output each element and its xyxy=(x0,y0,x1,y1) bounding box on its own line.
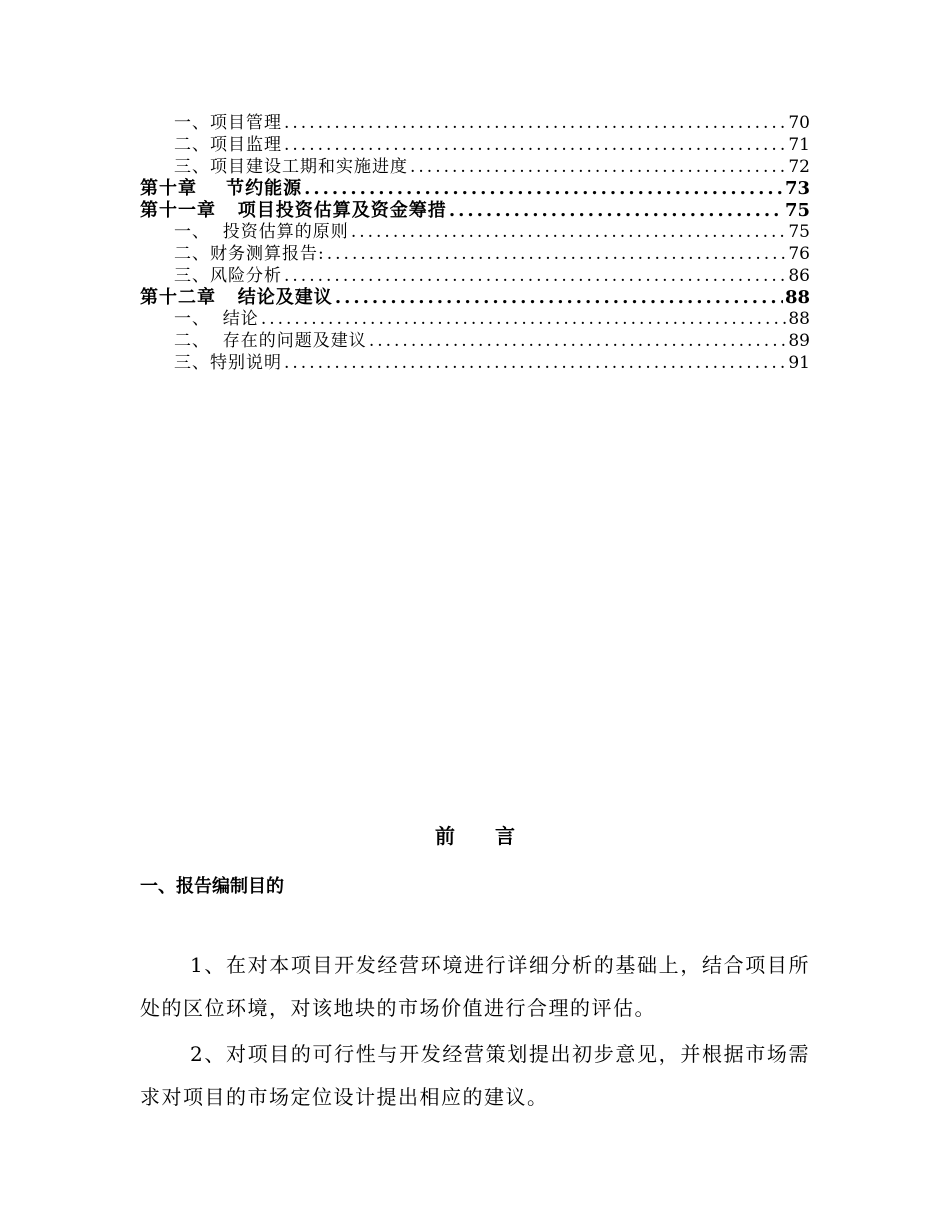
toc-entry[interactable] xyxy=(140,353,810,375)
toc-entry-page: 71 xyxy=(788,134,810,155)
section-heading: 一、报告编制目的 xyxy=(140,876,284,897)
toc-entry-title: 三、特别说明 xyxy=(174,352,282,373)
toc-entry-page: 86 xyxy=(788,265,810,286)
toc-chapter-entry[interactable] xyxy=(140,287,810,309)
toc-chapter-entry[interactable] xyxy=(140,178,810,200)
toc-entry-page: 73 xyxy=(784,178,810,200)
toc-entry-title: 一、项目管理 xyxy=(174,113,282,133)
toc-entry-page: 91 xyxy=(788,352,810,373)
toc-chapter-entry[interactable] xyxy=(140,200,810,222)
toc-entry[interactable] xyxy=(140,222,810,244)
toc-entry-page: 76 xyxy=(788,243,810,264)
toc-dot-leader xyxy=(284,135,786,157)
toc-entry[interactable] xyxy=(140,244,810,266)
table-of-contents xyxy=(140,113,810,375)
body-paragraph: 1、在对本项目开发经营环境进行详细分析的基础上，结合项目所处的区位环境，对该地块的市场价值进行合理的评估。 xyxy=(140,953,810,1020)
toc-entry-title: 一、 结论 xyxy=(174,309,259,330)
toc-entry-title: 第十章 节约能源 xyxy=(140,178,303,200)
toc-dot-leader xyxy=(351,222,787,244)
toc-entry-title: 一、 投资估算的原则 xyxy=(174,221,349,242)
toc-entry[interactable] xyxy=(140,309,810,331)
toc-entry-title: 第十一章 项目投资估算及资金筹措 xyxy=(140,200,447,222)
toc-dot-leader xyxy=(304,178,783,200)
toc-dot-leader xyxy=(284,266,786,288)
toc-entry-title: 二、财务测算报告: xyxy=(174,243,325,264)
toc-dot-leader xyxy=(449,200,783,222)
toc-entry[interactable] xyxy=(140,331,810,353)
toc-dot-leader xyxy=(261,309,787,331)
toc-entry-title: 二、项目监理 xyxy=(174,134,282,155)
toc-entry-page: 70 xyxy=(788,113,810,133)
toc-dot-leader xyxy=(284,353,786,375)
toc-entry-page: 88 xyxy=(784,287,810,309)
toc-entry-title: 三、风险分析 xyxy=(174,265,282,286)
toc-entry-title: 三、项目建设工期和实施进度 xyxy=(174,156,408,177)
toc-dot-leader xyxy=(327,244,787,266)
toc-entry-title: 第十二章 结论及建议 xyxy=(140,287,333,309)
toc-entry-title: 二、 存在的问题及建议 xyxy=(174,330,367,351)
toc-dot-leader xyxy=(410,157,786,179)
toc-dot-leader xyxy=(335,287,783,309)
toc-entry[interactable] xyxy=(140,266,810,288)
toc-entry[interactable] xyxy=(140,157,810,179)
toc-entry-page: 75 xyxy=(784,200,810,222)
toc-entry[interactable] xyxy=(140,135,810,157)
preface-title: 前言 xyxy=(435,824,555,848)
toc-entry[interactable] xyxy=(140,113,810,135)
toc-entry-page: 72 xyxy=(788,156,810,177)
toc-entry-page: 89 xyxy=(788,330,810,351)
toc-entry-page: 88 xyxy=(788,309,810,330)
toc-dot-leader xyxy=(369,331,787,353)
toc-entry-page: 75 xyxy=(788,221,810,242)
body-paragraph: 2、对项目的可行性与开发经营策划提出初步意见，并根据市场需求对项目的市场定位设计提出相应的建议。 xyxy=(140,1042,810,1109)
toc-dot-leader xyxy=(284,113,786,135)
